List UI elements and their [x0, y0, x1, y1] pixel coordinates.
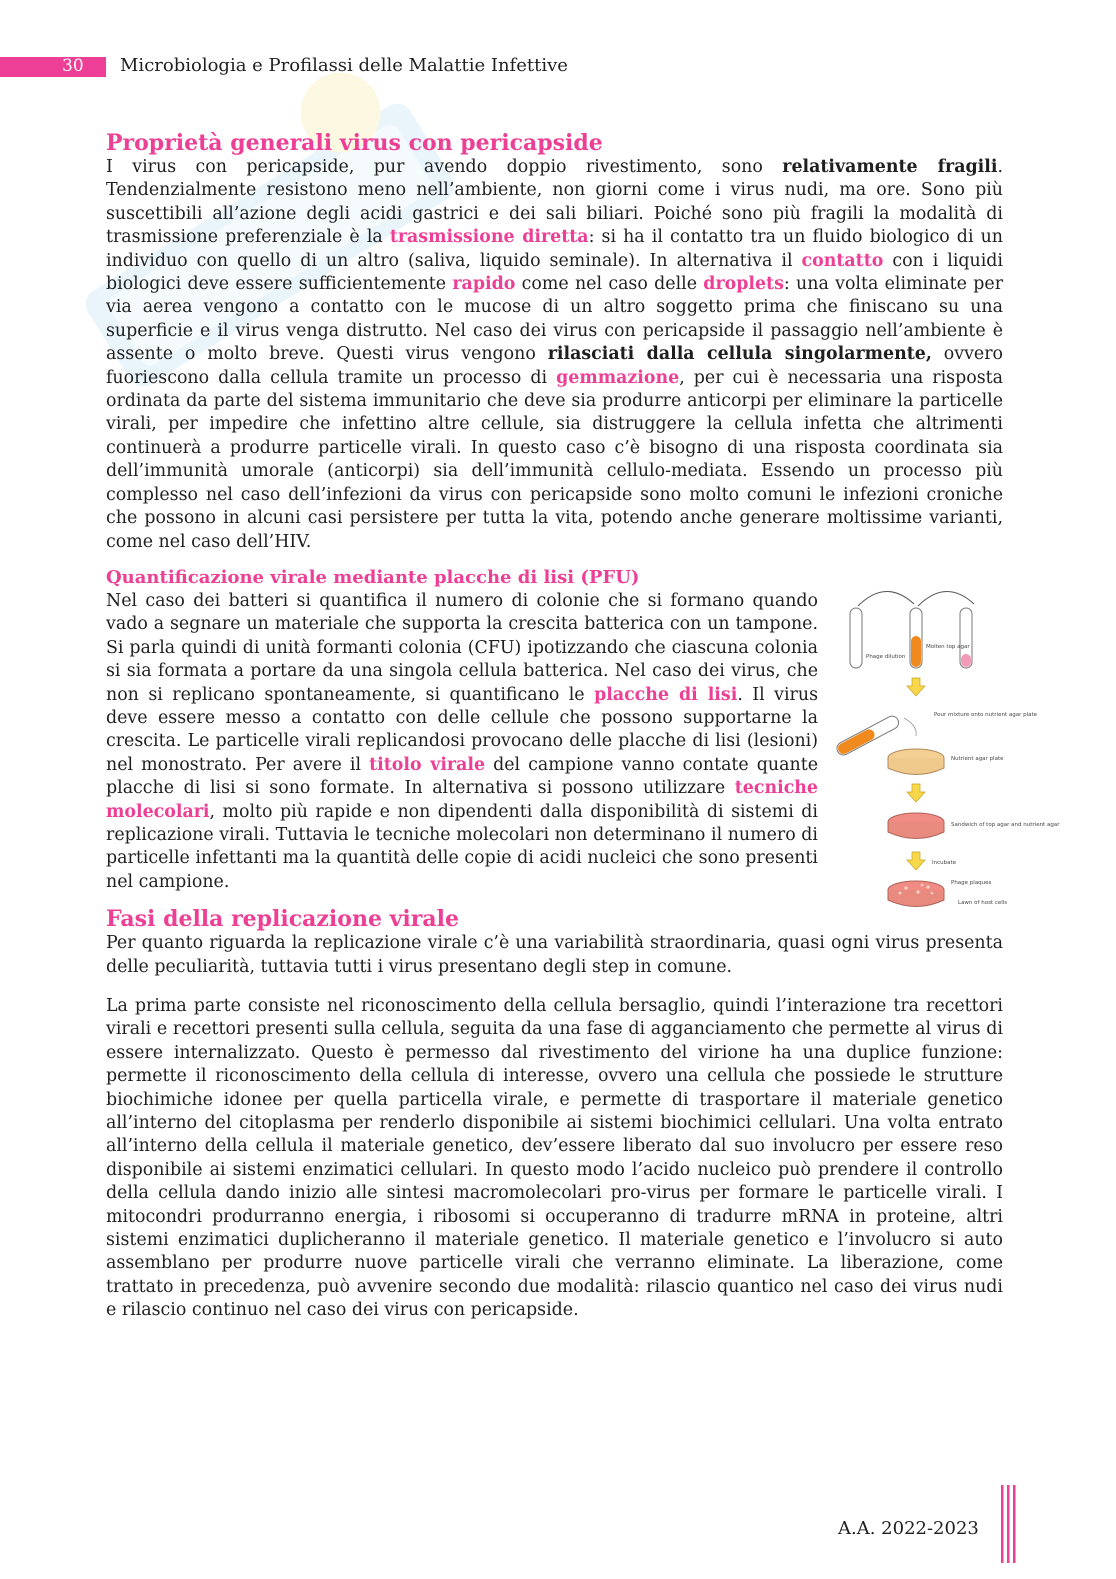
highlight-relativamente-fragili: relativamente fragili	[782, 157, 998, 177]
running-header-title: Microbiologia e Profilassi delle Malattie Infettive	[120, 55, 568, 76]
plaque-dot	[904, 886, 907, 889]
transfer-arc-icon	[918, 591, 974, 606]
plaque-dot	[926, 885, 929, 888]
section-title-pfu: Quantificazione virale mediante placche di lisi (PFU)	[106, 566, 640, 588]
label-sandwich: Sandwich of top agar and nutrient agar	[951, 821, 1060, 828]
page-number: 30	[62, 56, 84, 76]
label-phage-plaques: Phage plaques	[951, 879, 992, 886]
academic-year: A.A. 2022-2023	[838, 1518, 979, 1539]
pfu-section	[106, 566, 1060, 906]
paragraph-pfu: Nel caso dei batteri si quantifica il numero di colonie che si formano quando vado a segnare un materiale che supporta la crescita batterica con un tampone. Si parla quindi di unità formanti colonia (CFU) ipotizzando che ciascuna colonia si sia formata a portare da una singola cellula batterica. Nel caso dei virus, che non si replicano spontaneamente, si quantificano le placche di lisi. Il virus deve essere messo a contatto con delle cellule che possono supportarne la crescita. Le particelle virali replicandosi provocano delle placche di lisi (lesioni) nel monostrato. Per avere il titolo virale del campione vanno contate quante placche di lisi si sono formate. In alternativa si possono utilizzare tecniche molecolari, molto più rapide e non dipendenti dalla disponibilità di sistemi di replicazione virali. Tuttavia le tecniche molecolari non determinano il numero di particelle infettanti ma la quantità delle copie di acidi nucleici che sono presenti nel campione.	[106, 590, 818, 892]
label-nutrient-agar-plate: Nutrient agar plate	[951, 755, 1004, 762]
highlight-trasmissione-diretta: trasmissione diretta	[389, 227, 589, 248]
highlight-rilasciati: rilasciati dalla cellula singolarmente,	[547, 344, 932, 365]
transfer-arc-icon	[858, 591, 914, 606]
molten-agar-fill	[911, 636, 921, 667]
footer-accent-bars	[1001, 1485, 1017, 1563]
down-arrow-icon	[907, 784, 925, 802]
label-pour-mixture: Pour mixture onto nutrient agar plate	[934, 711, 1038, 718]
highlight-rapido: rapido	[452, 274, 516, 295]
down-arrow-icon	[907, 852, 925, 870]
highlight-titolo-virale: titolo virale	[369, 754, 486, 775]
pouring-tube	[835, 714, 901, 757]
label-lawn: Lawn of host cells	[958, 899, 1008, 906]
highlight-gemmazione: gemmazione	[556, 367, 680, 388]
page-content	[106, 130, 1060, 1323]
plaque-dot	[931, 892, 934, 895]
paragraph-fasi-intro: Per quanto riguarda la replicazione virale c’è una variabilità straordinaria, quasi ogni virus presenta delle peculiarità, tuttavia tutti i virus presentano degli step in comune.	[106, 933, 1003, 977]
plaque-dot	[899, 892, 902, 895]
highlight-placche-di-lisi: placche di lisi	[594, 684, 738, 705]
label-phage-dilution: Phage dilution	[866, 653, 906, 660]
plaque-dot	[916, 890, 919, 893]
label-incubate: Incubate	[932, 859, 957, 866]
down-arrow-icon	[907, 678, 925, 696]
section-title-fasi: Fasi della replicazione virale	[106, 906, 459, 933]
highlight-contatto: contatto	[801, 250, 884, 271]
highlight-droplets: droplets	[703, 274, 784, 295]
sample-fill	[961, 654, 971, 667]
highlight-tecniche-molecolari: tecniche molecolari	[106, 778, 818, 822]
label-molten-top-agar: Molten top agar	[926, 643, 970, 650]
header-accent-bar	[0, 57, 106, 77]
plaque-dot	[921, 884, 924, 887]
paragraph-fasi-body: La prima parte consiste nel riconoscimento della cellula bersaglio, quindi l’interazione tra recettori virali e recettori presenti sulla cellula, seguita da una fase di agganciamento che permette al virus di essere internalizzato. Questo è permesso dal rivestimento del virione ha una duplice funzione: permette il riconoscimento della cellula di interesse, ovvero una cellula che possiede le strutture biochimiche idonee per quella particella virale, e permette di trasportare il materiale genetico all’interno del citoplasma per renderlo disponibile ai sistemi biochimici cellulari. Una volta entrato all’interno della cellula il materiale genetico, dev’essere liberato dal suo involucro per essere reso disponibile ai sistemi enzimatici cellulari. In questo modo l’acido nucleico può prendere il controllo della cellula dando inizio alle sintesi macromolecolari pro-virus per formare le particelle virali. I mitocondri produrranno energia, i ribosomi si occuperanno di tradurre mRNA in proteine, altri sistemi enzimatici duplicheranno il materiale genetico. Il materiale genetico e l’involucro si auto assemblano per produrre nuove particelle virali che verranno eliminate. La liberazione, come trattato in precedenza, può avvenire secondo due modalità: rilascio quantico nel caso dei virus nudi e rilascio continuo nel caso dei virus con pericapside.	[106, 996, 1003, 1321]
test-tube-phage	[850, 608, 862, 668]
plaque-assay-figure	[836, 586, 1060, 926]
paragraph-pericapside: I virus con pericapside, pur avendo doppio rivestimento, sono relativamente fragili. Tendenzialmente resistono meno nell’ambiente, non giorni come i virus nudi, ma ore. Sono più suscettibili all’azione degli acidi gastrici e dei sali biliari. Poiché sono più fragili la modalità di trasmissione preferenziale è la trasmissione diretta: si ha il contatto tra un fluido biologico di un individuo con quello di un altro (saliva, liquido seminale). In alternativa il contatto con i liquidi biologici deve essere sufficientemente rapido come nel caso delle droplets: una volta eliminate per via aerea vengono a contatto con le mucose di un altro soggetto prima che finiscano su una superficie e il virus venga distrutto. Nel caso dei virus con pericapside il passaggio nell’ambiente è assente o molto breve. Questi virus vengono rilasciati dalla cellula singolarmente, ovvero fuoriescono dalla cellula tramite un processo di gemmazione, per cui è necessaria una risposta ordinata da parte del sistema immunitario che deve sia produrre anticorpi per eliminare la particelle virali, per impedire che infettino altre cellule, sia distruggere la cellula infetta che altrimenti continuerà a produrre particelle virali. In questo caso c’è bisogno di una risposta coordinata sia dell’immunità umorale (anticorpi) sia dell’immunità cellulo-mediata. Essendo un processo più complesso nel caso dell’infezioni da virus con pericapside sono molto comuni le infezioni croniche che possono in alcuni casi persistere per tutta la vita, potendo anche generare moltissime varianti, come nel caso dell’HIV.	[106, 157, 1004, 552]
section-title-pericapside: Proprietà generali virus con pericapside	[106, 130, 603, 156]
